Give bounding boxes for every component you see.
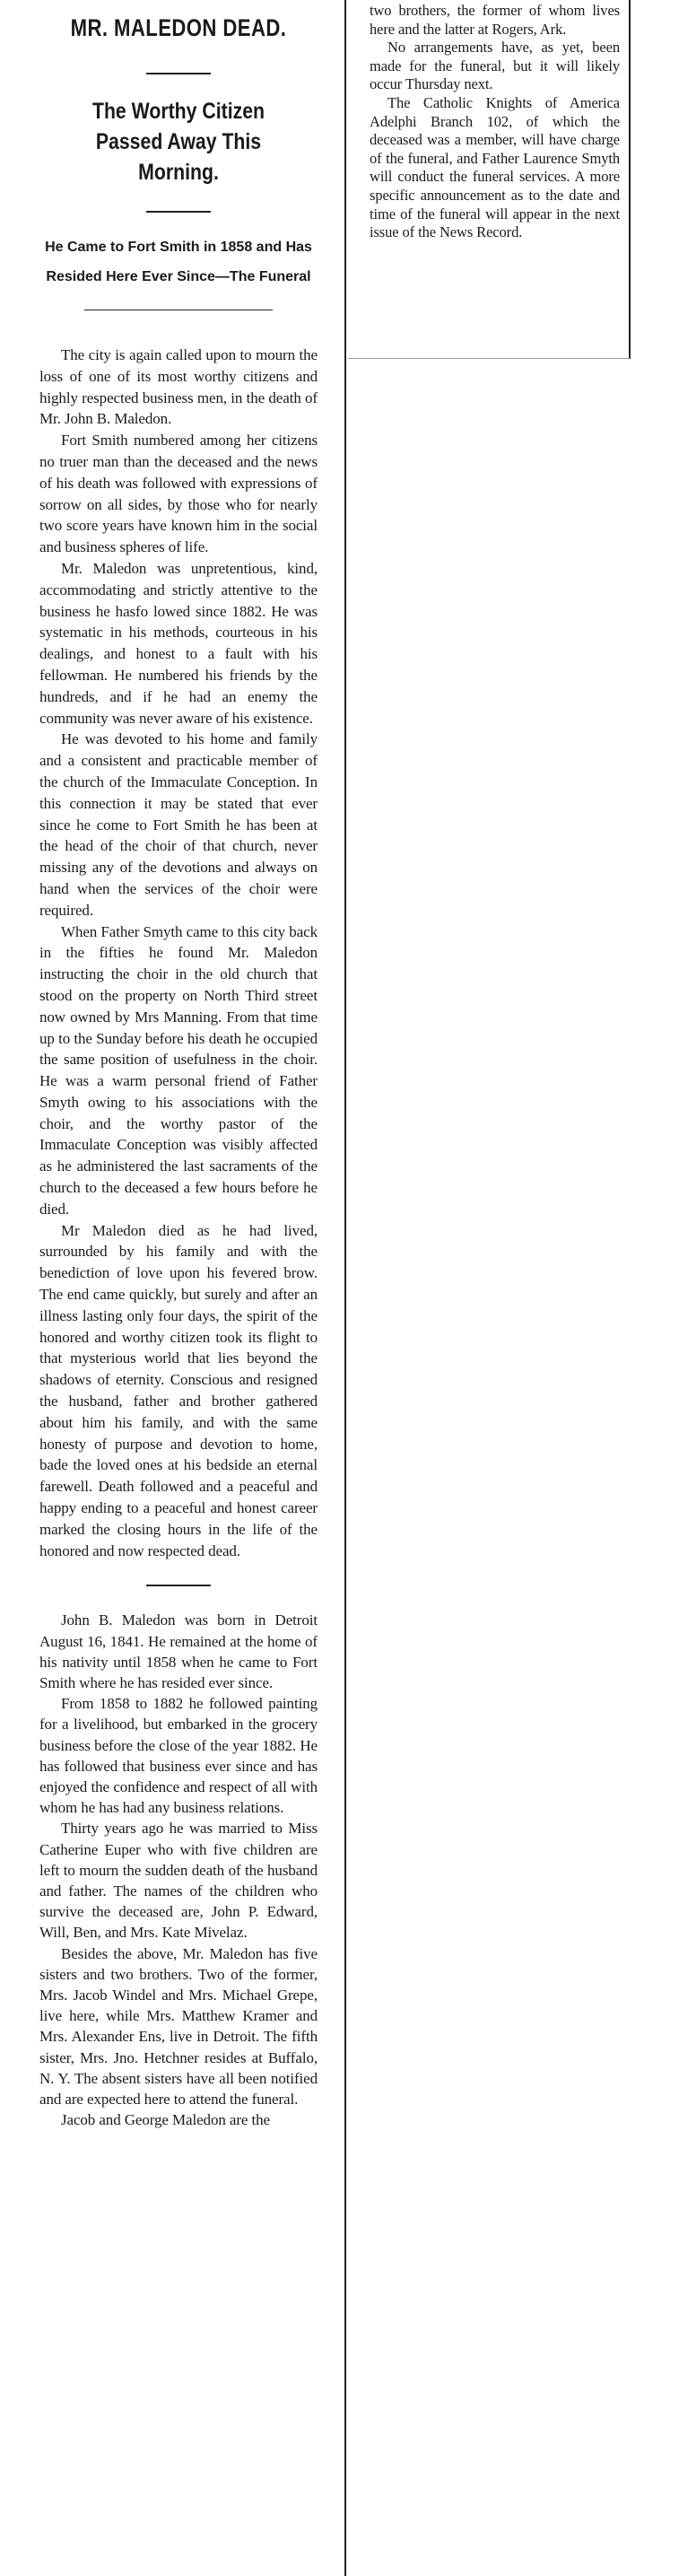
paragraph-brothers: Jacob and George Maledon are the <box>61 2111 270 2129</box>
deck: He Came to Fort Smith in 1858 and Has Resided Here Ever Since—The Funeral <box>45 240 312 284</box>
paragraph-knights: The Catholic Knights of America Adelphi Branch 102, of which the deceased was a member, will have charge of the funeral, and Father Laurence Smyth will conduct the funeral services. A more specific announcement as to the date and time of the funeral will appear in the next issue of the News Record. <box>370 93 620 241</box>
paragraph-siblings: Besides the above, Mr. Maledon has five sisters and two brothers. Two of the former, Mrs. Jacob Windel and Mrs. Michael Grepe, live here, while Mrs. Matthew Kramer and Mrs. Alexander Ens, live in Detroit. The fifth sister, Mrs. Jno. Hetchner resides at Buffalo, N. Y. The absent sisters have all been notified and are expected here to attend the funeral. <box>39 1944 318 2109</box>
paragraph-father-smyth: When Father Smyth came to this city back in the fifties he found Mr. Maledon instructing the choir in the old church that stood on the property on North Third street now owned by Mrs Manning. From that time up to the Sunday before his death he occupied the same position of usefulness in the choir. He was a warm personal friend of Father Smyth owing to his associations with the choir, and the worthy pastor of the Immaculate Conception was visibly affected as he administered the last sacraments of the church to the deceased a few hours before he died. <box>39 922 318 1218</box>
paragraph-citizens: Fort Smith numbered among her citizens no truer man than the deceased and the news of his death was followed with expressions of sorrow on all sides, by those who for nearly two score years have known him in the social and business spheres of life. <box>39 432 318 556</box>
paragraph-family: Thirty years ago he was married to Miss Catherine Euper who with five children are left to mourn the sudden death of the husband and father. The names of the children who survive the deceased are, John P. Edward, Will, Ben, and Mrs. Kate Mivelaz. <box>39 1820 318 1942</box>
paragraph-arrangements: No arrangements have, as yet, been made for the funeral, but it will likely occur Thursday next. <box>370 39 620 93</box>
article-right-inner <box>348 0 629 242</box>
paragraph-church: He was devoted to his home and family and a consistent and practicable member of the church of the Immaculate Conception. In this connection it may be stated that ever since he come to Fort Smith he has been at the head of the choir of that church, never missing any of the devotions and always on hand when the services of the choir were required. <box>39 730 318 919</box>
subhead: The Worthy Citizen Passed Away This Morning. <box>91 99 266 185</box>
paragraph-character: Mr. Maledon was unpretentious, kind, accommodating and strictly attentive to the business he hasfo lowed since 1882. He was systematic in his methods, courteous in his dealings, and honest to a fault with his fellowman. He numbered his friends by the hundreds, and if he had an enemy the community was never aware of his existence. <box>39 559 318 727</box>
paragraph-business: From 1858 to 1882 he followed painting for a livelihood, but embarked in the grocery business before the close of the year 1882. He has followed that business ever since and has enjoyed the confidence and respect of all with whom he has had any business relations. <box>39 1695 318 1817</box>
paragraph-birth: John B. Maledon was born in Detroit August 16, 1841. He remained at the home of his nativity until 1858 when he came to Fort Smith where he has resided ever since. <box>39 1611 318 1692</box>
article-column-right <box>348 0 631 359</box>
paragraph-death: Mr Maledon died as he had lived, surrounded by his family and with the benediction of love upon his fevered brow. The end came quickly, but surely and after an illness lasting only four days, the spirit of the honored and worthy citizen took its flight to that mysterious world that lies beyond the shadows of eternity. Conscious and resigned the husband, father and brother gathered about him his family, and with the same honesty of purpose and devotion to home, bade the loved ones at his bedside an eternal farewell. Death followed and a peaceful and happy ending to a peaceful and honest career marked the closing hours in the life of the honored and now respected dead. <box>39 1221 318 1559</box>
headline: MR. MALEDON DEAD. <box>70 14 287 41</box>
paragraph-brothers-cont: two brothers, the former of whom lives here and the latter at Rogers, Ark. <box>370 2 620 38</box>
article-left-inner <box>0 0 344 2131</box>
paragraph-opening: The city is again called upon to mourn the loss of one of its most worthy citizens and highly respected business men, in the death of Mr. John B. Maledon. <box>39 346 318 428</box>
